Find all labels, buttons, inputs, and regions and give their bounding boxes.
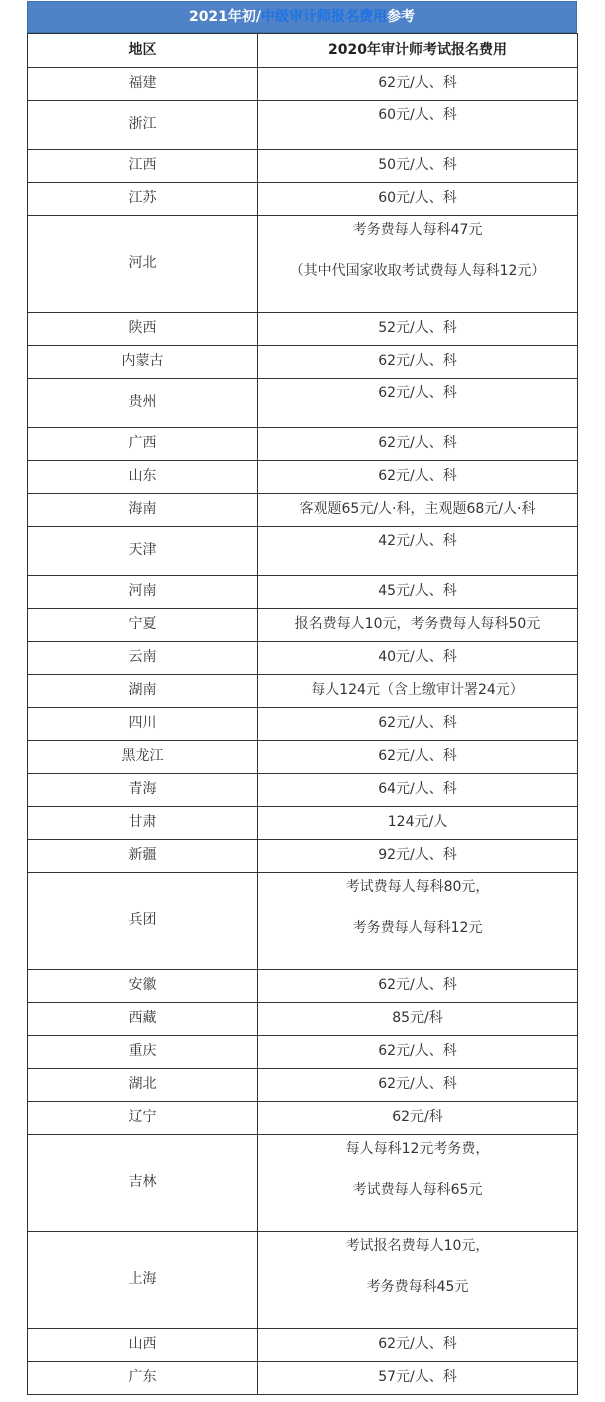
fee-cell xyxy=(258,428,578,461)
header-fee: 2020年审计师考试报名费用 xyxy=(258,34,578,68)
region-cell: 黑龙江 xyxy=(28,741,258,774)
fee-cell xyxy=(258,576,578,609)
region-cell: 海南 xyxy=(28,494,258,527)
fee-line: 62元/人、科 xyxy=(378,748,457,765)
fee-cell xyxy=(258,609,578,642)
region-cell: 浙江 xyxy=(28,101,258,150)
table-row xyxy=(28,494,578,527)
fee-line: 62元/科 xyxy=(392,1109,443,1126)
region-cell: 内蒙古 xyxy=(28,346,258,379)
table-row xyxy=(28,101,578,150)
fee-line: 报名费每人10元，考务费每人每科50元 xyxy=(294,616,541,633)
region-cell: 陕西 xyxy=(28,313,258,346)
fee-cell xyxy=(258,1362,578,1395)
fee-line: 62元/人、科 xyxy=(378,1043,457,1060)
fee-cell xyxy=(258,461,578,494)
region-cell: 山西 xyxy=(28,1329,258,1362)
table-row xyxy=(28,774,578,807)
region-cell: 湖南 xyxy=(28,675,258,708)
region-cell: 新疆 xyxy=(28,840,258,873)
region-cell: 贵州 xyxy=(28,379,258,428)
title-highlight: 中级审计师报名费用 xyxy=(261,9,388,25)
region-cell: 河南 xyxy=(28,576,258,609)
fee-line: 客观题65元/人·科，主观题68元/人·科 xyxy=(299,501,536,518)
fee-cell xyxy=(258,183,578,216)
title-suffix: 参考 xyxy=(387,9,416,25)
fee-cell xyxy=(258,741,578,774)
fee-line: （其中代国家收取考试费每人每科12元） xyxy=(289,262,546,279)
table-row xyxy=(28,1036,578,1069)
fee-cell xyxy=(258,774,578,807)
fee-cell xyxy=(258,840,578,873)
fee-line: 40元/人、科 xyxy=(378,649,457,666)
region-cell: 吉林 xyxy=(28,1135,258,1232)
table-row xyxy=(28,150,578,183)
fee-line: 62元/人、科 xyxy=(378,435,457,452)
fee-line: 62元/人、科 xyxy=(378,1076,457,1093)
region-cell: 西藏 xyxy=(28,1003,258,1036)
region-cell: 宁夏 xyxy=(28,609,258,642)
fee-cell xyxy=(258,708,578,741)
table-row xyxy=(28,461,578,494)
fee-cell xyxy=(258,494,578,527)
table-row xyxy=(28,183,578,216)
table-row xyxy=(28,609,578,642)
table-row xyxy=(28,576,578,609)
table-row xyxy=(28,807,578,840)
fee-line: 考试费每人每科80元， xyxy=(345,879,490,895)
fee-cell xyxy=(258,379,578,428)
fee-cell xyxy=(258,675,578,708)
table-row xyxy=(28,970,578,1003)
title-prefix: 2021年初/ xyxy=(188,9,262,25)
table-row xyxy=(28,1069,578,1102)
fee-line: 考务费每人每科12元 xyxy=(352,919,483,936)
table-title xyxy=(27,1,577,33)
table-row xyxy=(28,1003,578,1036)
fee-cell xyxy=(258,642,578,675)
table-row xyxy=(28,1135,578,1232)
fee-cell xyxy=(258,970,578,1003)
fee-cell xyxy=(258,1232,578,1329)
fee-cell xyxy=(258,873,578,970)
fee-cell xyxy=(258,68,578,101)
region-cell: 兵团 xyxy=(28,873,258,970)
table-row xyxy=(28,873,578,970)
table-row xyxy=(28,741,578,774)
fee-cell xyxy=(258,1329,578,1362)
fee-cell xyxy=(258,346,578,379)
fee-line: 57元/人、科 xyxy=(378,1369,457,1386)
region-cell: 广西 xyxy=(28,428,258,461)
fee-line: 每人每科12元考务费， xyxy=(345,1141,490,1157)
fee-cell xyxy=(258,313,578,346)
fee-line: 50元/人、科 xyxy=(378,157,457,174)
region-cell: 山东 xyxy=(28,461,258,494)
fee-line: 考试费每人每科65元 xyxy=(352,1181,483,1198)
fee-line: 考试报名费每人10元， xyxy=(345,1238,490,1254)
table-row xyxy=(28,1329,578,1362)
fee-line: 62元/人、科 xyxy=(378,353,457,370)
fee-cell xyxy=(258,150,578,183)
fee-line: 60元/人、科 xyxy=(378,107,457,123)
region-cell: 四川 xyxy=(28,708,258,741)
table-row xyxy=(28,313,578,346)
fee-line: 62元/人、科 xyxy=(378,715,457,732)
fee-cell xyxy=(258,1036,578,1069)
region-cell: 福建 xyxy=(28,68,258,101)
table-row xyxy=(28,675,578,708)
table-header-row xyxy=(28,34,578,68)
fee-line: 124元/人 xyxy=(387,814,448,831)
fee-line: 62元/人、科 xyxy=(378,385,457,401)
table-row xyxy=(28,68,578,101)
table-row xyxy=(28,1362,578,1395)
fee-line: 62元/人、科 xyxy=(378,977,457,994)
table-row xyxy=(28,216,578,313)
fee-line: 64元/人、科 xyxy=(378,781,457,798)
fee-cell xyxy=(258,527,578,576)
region-cell: 重庆 xyxy=(28,1036,258,1069)
fee-line: 62元/人、科 xyxy=(378,1336,457,1353)
fee-line: 85元/科 xyxy=(392,1010,443,1027)
fee-table-container xyxy=(27,1,577,1395)
fee-line: 60元/人、科 xyxy=(378,190,457,207)
fee-cell xyxy=(258,101,578,150)
header-region: 地区 xyxy=(28,34,258,68)
fee-cell xyxy=(258,1135,578,1232)
region-cell: 广东 xyxy=(28,1362,258,1395)
fee-line: 每人124元（含上缴审计署24元） xyxy=(311,682,524,699)
region-cell: 甘肃 xyxy=(28,807,258,840)
table-row xyxy=(28,527,578,576)
table-row xyxy=(28,1232,578,1329)
table-row xyxy=(28,346,578,379)
region-cell: 辽宁 xyxy=(28,1102,258,1135)
table-row xyxy=(28,1102,578,1135)
region-cell: 上海 xyxy=(28,1232,258,1329)
fee-line: 考务费每科45元 xyxy=(366,1278,469,1295)
table-row xyxy=(28,840,578,873)
fee-line: 62元/人、科 xyxy=(378,468,457,485)
fee-cell xyxy=(258,1069,578,1102)
region-cell: 云南 xyxy=(28,642,258,675)
region-cell: 青海 xyxy=(28,774,258,807)
fee-line: 42元/人、科 xyxy=(378,533,457,549)
table-body xyxy=(28,68,578,1395)
fee-line: 62元/人、科 xyxy=(378,75,457,92)
table-row xyxy=(28,642,578,675)
table-row xyxy=(28,708,578,741)
fee-line: 45元/人、科 xyxy=(378,583,457,600)
table-row xyxy=(28,428,578,461)
fee-line: 考务费每人每科47元 xyxy=(352,222,483,238)
fee-cell xyxy=(258,216,578,313)
region-cell: 河北 xyxy=(28,216,258,313)
region-cell: 安徽 xyxy=(28,970,258,1003)
region-cell: 江西 xyxy=(28,150,258,183)
region-cell: 天津 xyxy=(28,527,258,576)
region-cell: 湖北 xyxy=(28,1069,258,1102)
fee-line: 52元/人、科 xyxy=(378,320,457,337)
fee-cell xyxy=(258,807,578,840)
fee-line: 92元/人、科 xyxy=(378,847,457,864)
fee-cell xyxy=(258,1102,578,1135)
region-cell: 江苏 xyxy=(28,183,258,216)
table-row xyxy=(28,379,578,428)
fee-table xyxy=(27,33,578,1395)
fee-cell xyxy=(258,1003,578,1036)
